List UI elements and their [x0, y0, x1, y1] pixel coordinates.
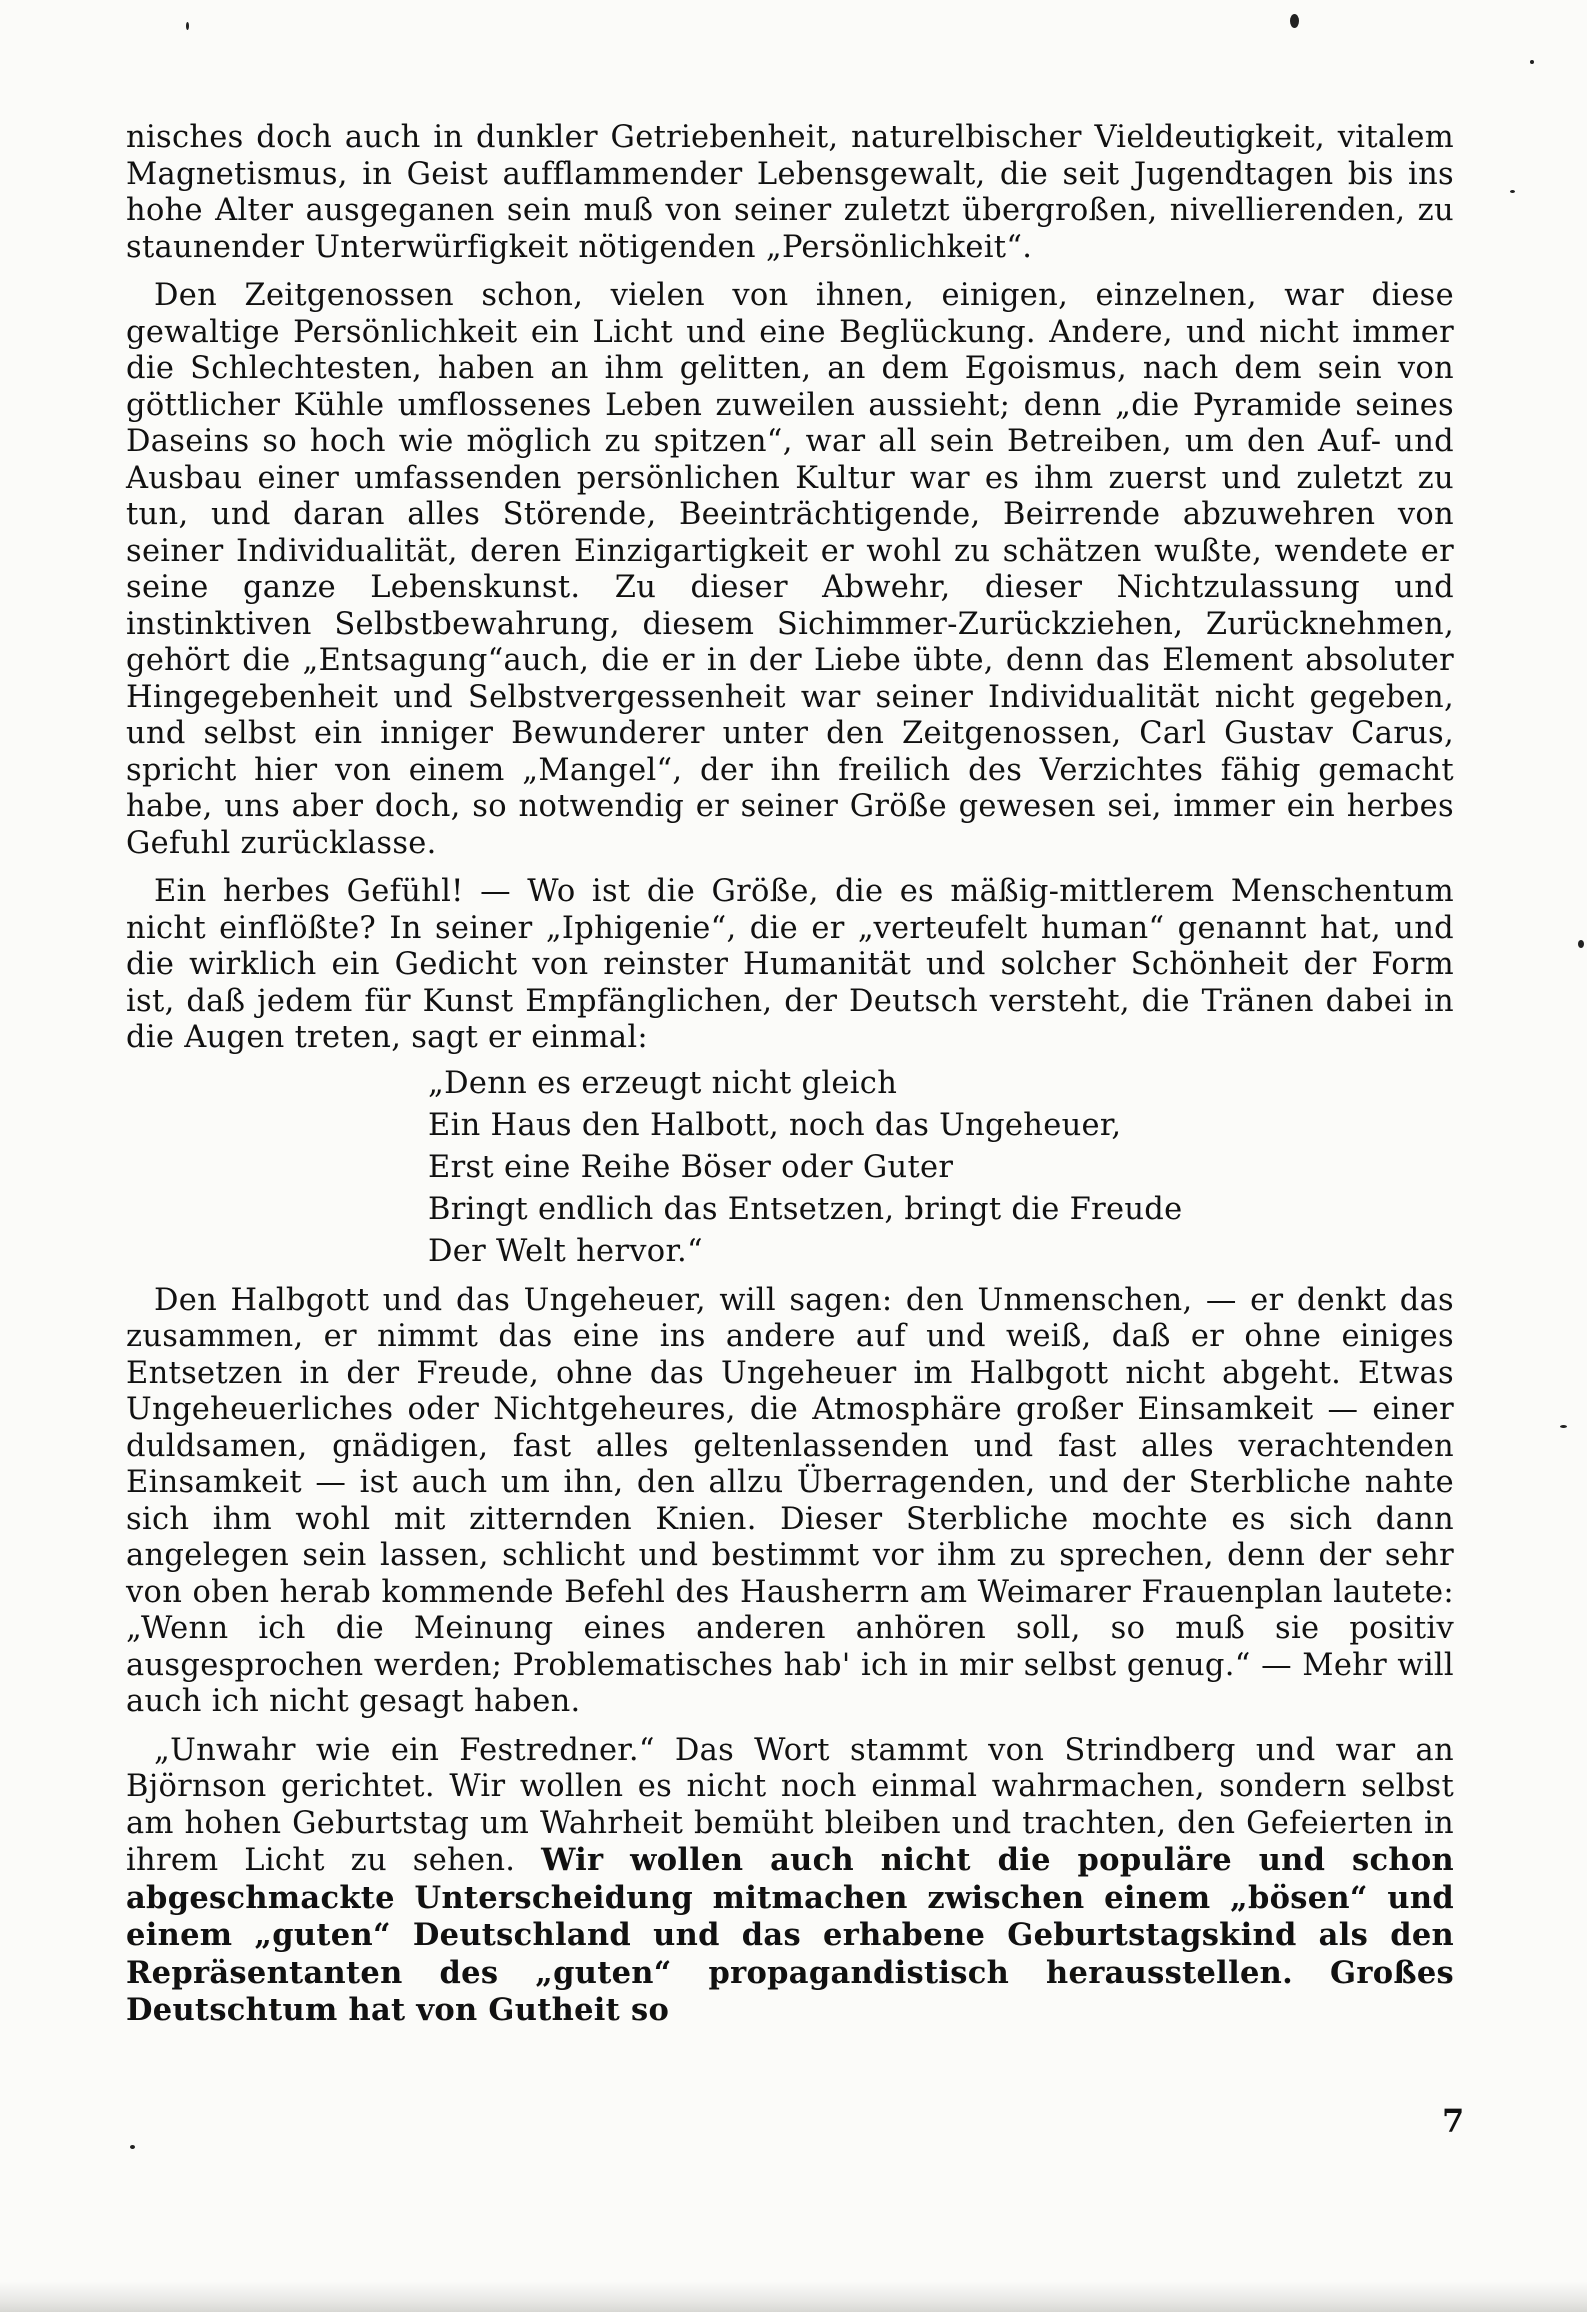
- paragraph-4: Den Halbgott und das Ungeheuer, will sagen: den Unmenschen, — er denkt das zusammen, er nimmt das eine ins andere auf und weiß, daß er ohne einiges Entsetzen in der Freude, ohne das Ungeheuer im Halbgott nicht abgeht. Etwas Ungeheuerliches oder Nichtgeheures, die Atmosphäre großer Einsamkeit — einer duldsamen, gnädigen, fast alles geltenlassenden und fast alles verachtenden Einsamkeit — ist auch um ihn, den allzu Überragenden, und der Sterbliche nahte sich ihm wohl mit zitternden Knien. Dieser Sterbliche mochte es sich dann angelegen sein lassen, schlicht und bestimmt vor ihm zu sprechen, denn der sehr von oben herab kommende Befehl des Hausherrn am Weimarer Frauenplan lautete: „Wenn ich die Meinung eines anderen anhören soll, so muß sie positiv ausgesprochen werden; Problematisches hab' ich in mir selbst genug.“ — Mehr will auch ich nicht gesagt haben.: [126, 1282, 1454, 1719]
- scan-speck: [1290, 14, 1299, 28]
- verse-line: Erst eine Reihe Böser oder Guter: [428, 1149, 954, 1185]
- body-text: [126, 120, 1454, 2030]
- scan-speck: [1530, 60, 1534, 64]
- scan-speck: [130, 2145, 135, 2149]
- paragraph-3: Ein herbes Gefühl! — Wo ist die Größe, die es mäßig-mittlerem Menschentum nicht einflößte? In seiner „Iphigenie“, die er „verteufelt human“ genannt hat, und die wirklich ein Gedicht von reinster Humanität und solcher Schönheit der Form ist, daß jedem für Kunst Empfänglichen, der Deutsch versteht, die Tränen dabei in die Augen treten, sagt er einmal:: [126, 874, 1454, 1055]
- verse-line: Ein Haus den Halbott, noch das Ungeheuer,: [428, 1107, 1122, 1143]
- verse-line: Der Welt hervor.“: [428, 1233, 703, 1269]
- verse-line: Bringt endlich das Entsetzen, bringt die Freude: [428, 1191, 1183, 1227]
- page-number: 7: [1442, 2102, 1465, 2140]
- verse-line: „Denn es erzeugt nicht gleich: [428, 1065, 898, 1101]
- paragraph-5-start: „Unwahr wie ein Festredner.“ Das Wort stammt von Strindberg und war an Björnson gerichtet. Wir wollen es nicht noch einmal wahrmachen, sondern selbst am hohen Geburtstag um Wahrheit bemüht bleiben und trachten, den Gefeierten in ihrem Licht zu sehen.: [126, 1732, 1454, 1878]
- scan-speck: [186, 22, 189, 30]
- scan-speck: [1510, 190, 1515, 193]
- scan-speck: [1578, 940, 1584, 948]
- scan-speck: [1560, 1425, 1567, 1428]
- page-bottom-edge: [0, 2282, 1587, 2312]
- paragraph-5-bold: Wir wollen auch nicht die populäre und schon abgeschmackte Unterscheidung mitmachen zwischen einem „bösen“ und einem „guten“ Deutschland und das erhabene Geburtstagskind als den Repräsentanten des „guten“ propagandistisch herausstellen. Großes Deutschtum hat von Gutheit so: [126, 1842, 1454, 2028]
- verse-quote: [428, 1063, 1454, 1273]
- paragraph-5: [126, 1733, 1454, 2030]
- paragraph-2: Den Zeitgenossen schon, vielen von ihnen, einigen, einzelnen, war diese gewaltige Persönlichkeit ein Licht und eine Beglückung. Andere, und nicht immer die Schlechtesten, haben an ihm gelitten, an dem Egoismus, nach dem sein von göttlicher Kühle umflossenes Leben zuweilen aussieht; denn „die Pyramide seines Daseins so hoch wie möglich zu spitzen“, war all sein Betreiben, um den Auf- und Ausbau einer umfassenden persönlichen Kultur war es ihm zuerst und zuletzt zu tun, und daran alles Störende, Beeinträchtigende, Beirrende abzuwehren von seiner Individualität, deren Einzigartigkeit er wohl zu schätzen wußte, wendete er seine ganze Lebenskunst. Zu dieser Abwehr, dieser Nichtzulassung und instinktiven Selbstbewahrung, diesem Sichimmer-Zurückziehen, Zurücknehmen, gehört die „Entsagung“auch, die er in der Liebe übte, denn das Element absoluter Hingegebenheit und Selbstvergessenheit war seiner Individualität nicht gegeben, und selbst ein inniger Bewunderer unter den Zeitgenossen, Carl Gustav Carus, spricht hier von einem „Mangel“, der ihn freilich des Verzichtes fähig gemacht habe, uns aber doch, so notwendig er seiner Größe gewesen sei, immer ein herbes Gefuhl zurücklasse.: [126, 278, 1454, 861]
- paragraph-1: nisches doch auch in dunkler Getriebenheit, naturelbischer Vieldeutigkeit, vitalem Magnetismus, in Geist aufflammender Lebensgewalt, die seit Jugendtagen bis ins hohe Alter ausgeganen sein muß von seiner zuletzt übergroßen, nivellierenden, zu staunender Unterwürfigkeit nötigenden „Persönlichkeit“.: [126, 120, 1454, 265]
